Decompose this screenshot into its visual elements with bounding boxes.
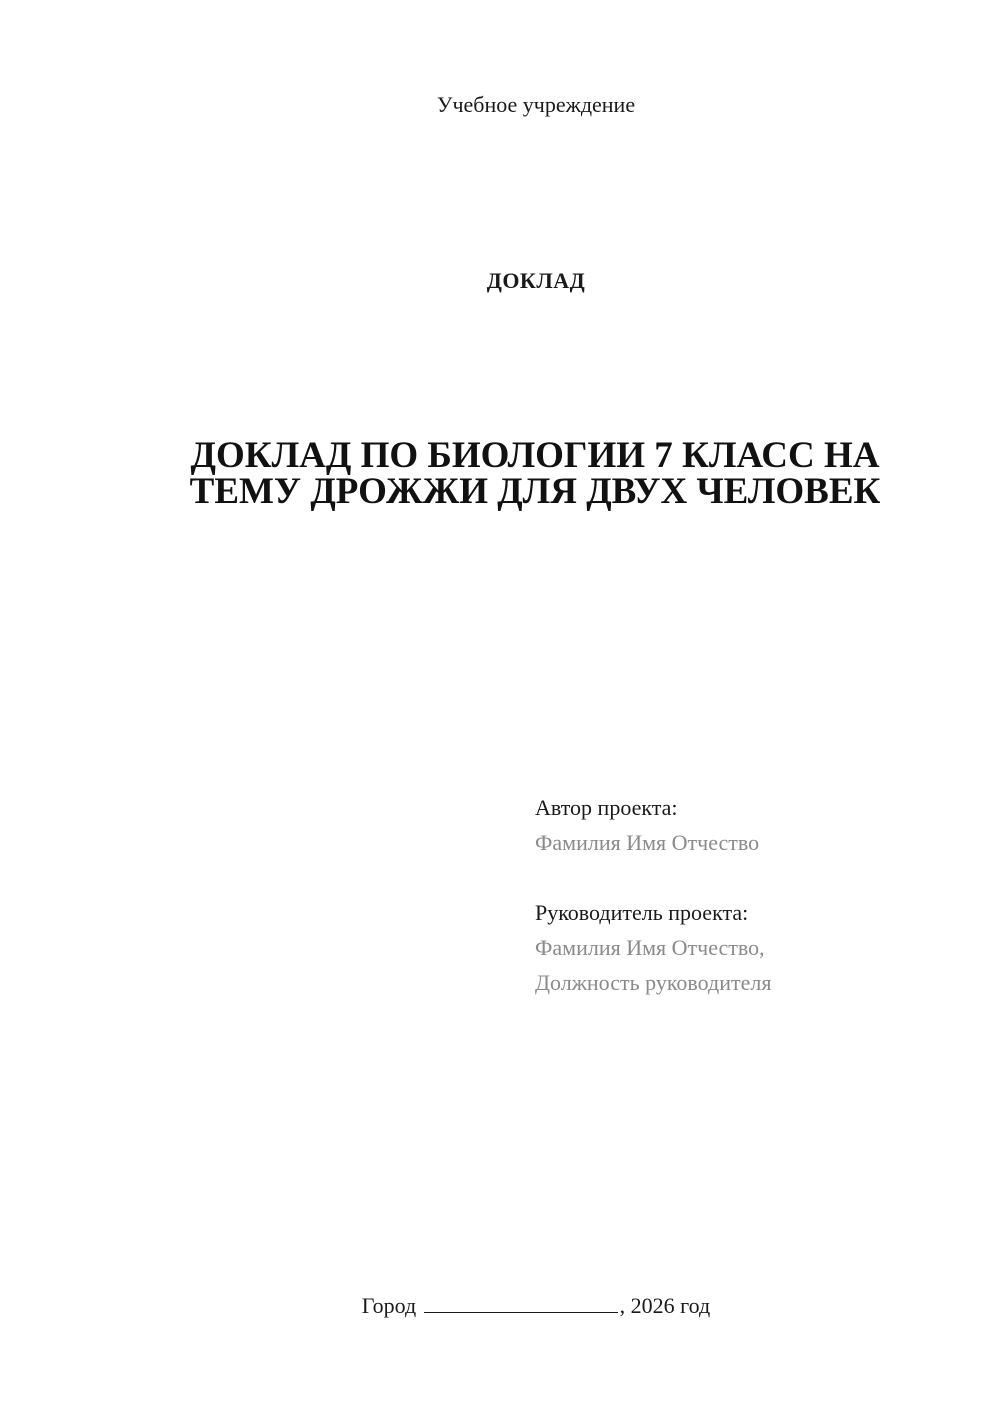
city-blank-line: [424, 1292, 618, 1313]
report-title-line-1: ДОКЛАД ПО БИОЛОГИИ 7 КЛАСС НА: [190, 435, 880, 476]
author-name: Фамилия Имя Отчество: [535, 830, 760, 855]
supervisor-label: Руководитель проекта:: [535, 900, 749, 925]
supervisor-name: Фамилия Имя Отчество,: [535, 935, 765, 960]
report-title: [160, 435, 910, 512]
institution-name: Учебное учреждение: [436, 92, 636, 117]
author-label: Автор проекта:: [535, 795, 678, 820]
document-type-heading: ДОКЛАД: [486, 268, 586, 293]
city-label: Город: [361, 1293, 417, 1318]
info-spacer: [535, 860, 975, 895]
report-title-line-2: ТЕМУ ДРОЖЖИ ДЛЯ ДВУХ ЧЕЛОВЕК: [189, 471, 881, 512]
year-text: , 2026 год: [619, 1293, 711, 1318]
city-year-footer: [0, 1292, 1000, 1319]
supervisor-position: Должность руководителя: [535, 970, 772, 995]
project-info-block: [535, 790, 975, 1000]
